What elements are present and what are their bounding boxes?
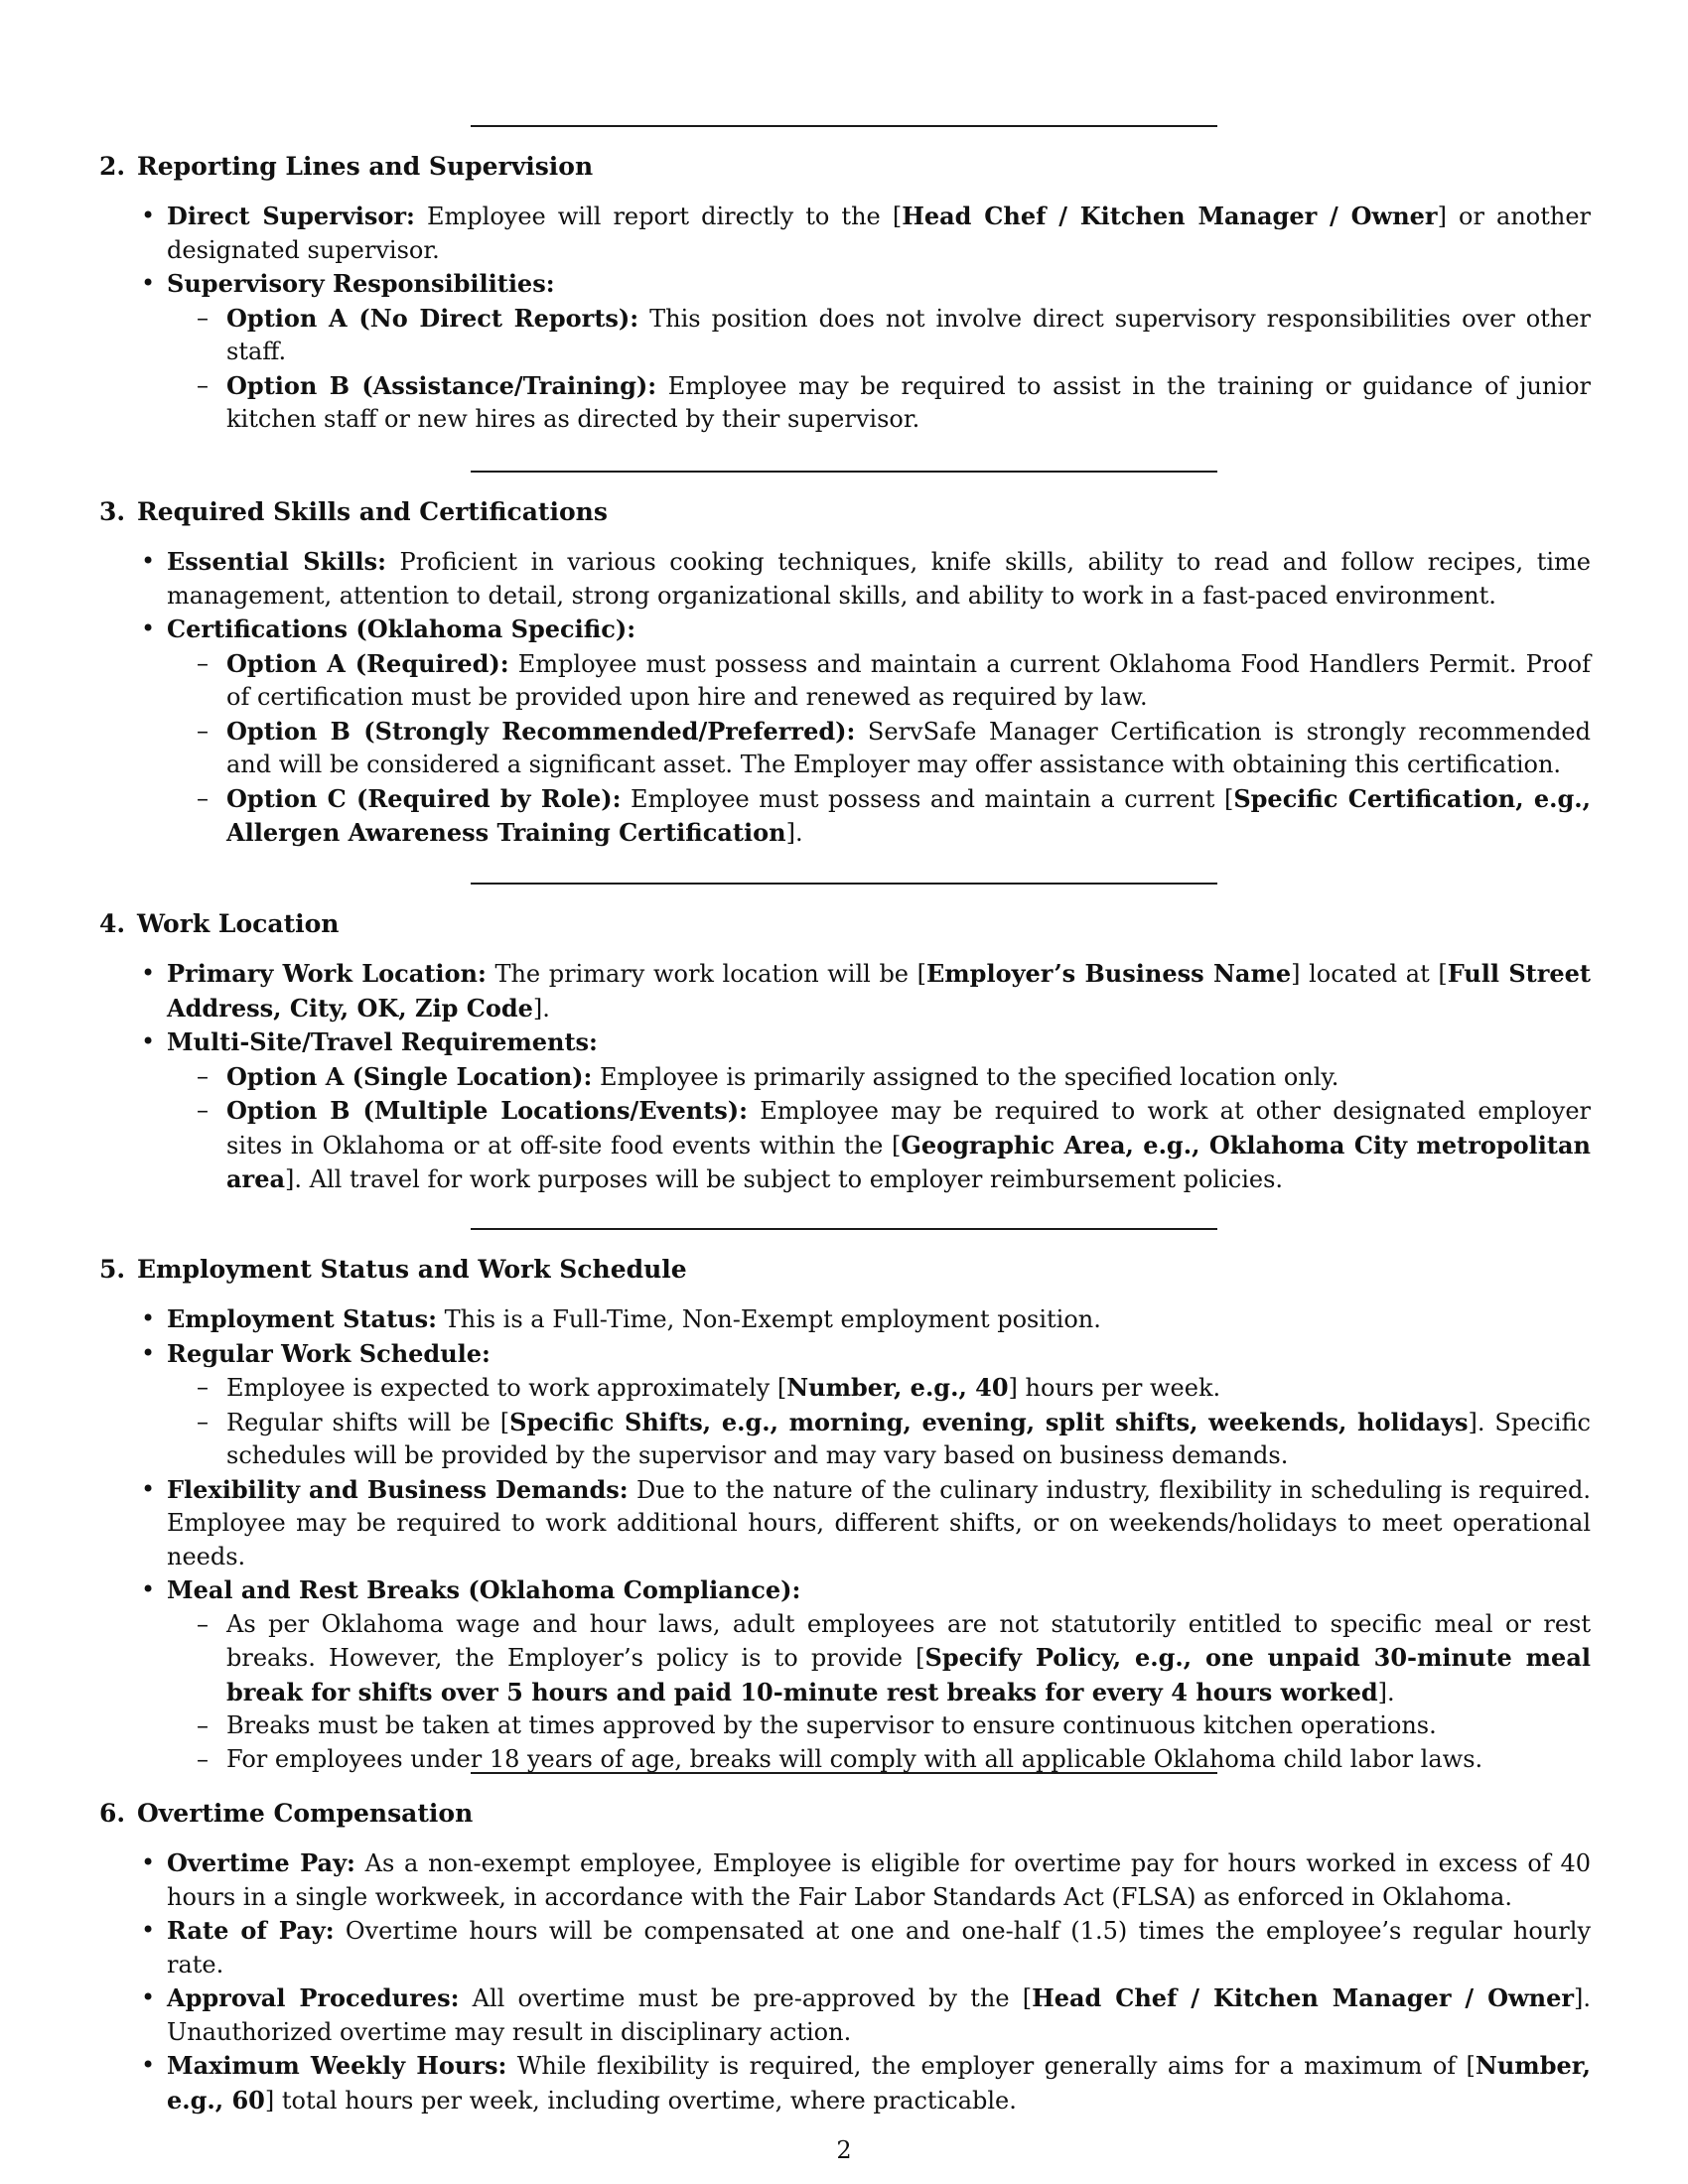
list-item (167, 267, 1591, 437)
section-list (0, 545, 1688, 851)
option-text: Employee may be required to work at other designated employer sites in Oklahoma or at off-site food events within the [ (226, 1097, 1592, 1160)
list-item (167, 1573, 1591, 1776)
sub-list-item (226, 1743, 1591, 1777)
section-number: 3. (99, 497, 126, 526)
list-item (167, 1846, 1591, 1914)
list-item (167, 1337, 1591, 1473)
item-label: Employment Status: (167, 1304, 437, 1333)
item-label: Flexibility and Business Demands: (167, 1474, 629, 1504)
item-label: Meal and Rest Breaks (Oklahoma Compliance): (167, 1575, 801, 1604)
section-list (0, 1846, 1688, 2117)
option-label: Option A (Required): (226, 648, 509, 678)
list-item (167, 2049, 1591, 2117)
list-item (167, 1025, 1591, 1197)
list-item (167, 957, 1591, 1025)
option-label: Option B (Strongly Recommended/Preferred): (226, 716, 856, 746)
sub-list (167, 302, 1591, 437)
sub-list-item (226, 715, 1591, 782)
option-label: Option A (Single Location): (226, 1061, 593, 1091)
sub-list (167, 1060, 1591, 1197)
item-label: Approval Procedures: (167, 1983, 460, 2012)
sub-list-item (226, 1371, 1591, 1406)
item-text: ] total hours per week, including overtime, where practicable. (264, 2086, 1017, 2115)
item-text: ]. Unauthorized overtime may result in disciplinary action. (167, 1984, 1592, 2046)
option-text: ]. (785, 819, 803, 847)
page-number: 2 (836, 2136, 852, 2164)
placeholder-field: Head Chef / Kitchen Manager / Owner (1032, 1983, 1575, 2012)
list-item (167, 1302, 1591, 1337)
section-title: Required Skills and Certifications (137, 497, 608, 526)
sub-list-item (226, 1709, 1591, 1743)
sub-list-item (226, 1608, 1591, 1710)
sub-list-item (226, 1094, 1591, 1197)
item-label: Supervisory Responsibilities: (167, 269, 555, 298)
item-text: Due to the nature of the culinary industry, flexibility in scheduling is required. Employee may be required to work additional hours, different shifts, or on weekends/holidays to meet operational needs. (167, 1475, 1591, 1570)
section-divider (471, 471, 1217, 473)
section-title: Reporting Lines and Supervision (137, 152, 594, 181)
option-text: Employee is expected to work approximately [ (226, 1374, 787, 1402)
item-label: Maximum Weekly Hours: (167, 2051, 507, 2080)
item-label: Certifications (Oklahoma Specific): (167, 614, 636, 643)
item-text: As a non-exempt employee, Employee is eligible for overtime pay for hours worked in excess of 40 hours in a single workweek, in accordance with the Fair Labor Standards Act (FLSA) as enforced in Oklahoma. (167, 1849, 1591, 1911)
sub-list (167, 1608, 1591, 1777)
section-heading (99, 908, 339, 940)
section-list (0, 957, 1688, 1197)
item-text: ] or another designated supervisor. (167, 203, 1591, 264)
placeholder-field: Employer’s Business Name (925, 959, 1292, 988)
sub-list-item (226, 302, 1591, 369)
item-text: Proficient in various cooking techniques, knife skills, ability to read and follow recipes, time management, attention to detail, strong organizational skills, and ability to work in a fast-paced environment. (167, 548, 1591, 610)
section-number: 4. (99, 909, 126, 938)
item-label: Overtime Pay: (167, 1848, 355, 1877)
option-text: Regular shifts will be [ (226, 1408, 510, 1436)
option-text: This position does not involve direct supervisory responsibilities over other staff. (226, 304, 1592, 365)
section-number: 5. (99, 1255, 126, 1284)
sub-list-item (226, 369, 1591, 437)
option-text: Employee is primarily assigned to the specified location only. (592, 1062, 1339, 1091)
section-list (0, 200, 1688, 437)
option-text: For employees under 18 years of age, breaks will comply with all applicable Oklahoma child labor laws. (226, 1744, 1483, 1773)
section-divider (471, 125, 1217, 127)
sub-list-item (226, 782, 1591, 851)
list-item (167, 200, 1591, 267)
placeholder-field: Specific Shifts, e.g., morning, evening, split shifts, weekends, holidays (509, 1407, 1469, 1436)
placeholder-field: Geographic Area, e.g., Oklahoma City metropolitan area (226, 1130, 1591, 1193)
section-number: 2. (99, 152, 126, 181)
placeholder-field: Number, e.g., 40 (786, 1373, 1009, 1402)
option-text: ServSafe Manager Certification is strongly recommended and will be considered a significant asset. The Employer may offer assistance with obtaining this certification. (226, 717, 1592, 778)
item-text: ] located at [ (1291, 960, 1448, 988)
placeholder-field: Number, e.g., 60 (167, 2051, 1591, 2115)
list-item (167, 1981, 1591, 2049)
option-text: As per Oklahoma wage and hour laws, adult employees are not statutorily entitled to specific meal or rest breaks. However, the Employer’s policy is to provide [ (226, 1609, 1591, 1672)
item-text: Overtime hours will be compensated at one and one-half (1.5) times the employee’s regular hourly rate. (167, 1917, 1592, 1979)
sub-list (167, 1371, 1591, 1473)
placeholder-field: Specify Policy, e.g., one unpaid 30-minute meal break for shifts over 5 hours and paid 10-minute rest breaks for every 4 hours worked (226, 1643, 1591, 1706)
option-text: ]. All travel for work purposes will be subject to employer reimbursement policies. (285, 1165, 1284, 1193)
item-label: Essential Skills: (167, 547, 386, 576)
section-list (0, 1302, 1688, 1776)
section-title: Overtime Compensation (137, 1799, 474, 1828)
option-text: Employee must possess and maintain a current Oklahoma Food Handlers Permit. Proof of certification must be provided upon hire and renewed as required by law. (226, 649, 1592, 711)
section-divider (471, 1772, 1217, 1774)
section-title: Work Location (137, 909, 340, 938)
option-label: Option C (Required by Role): (226, 783, 622, 813)
list-item (167, 1914, 1591, 1981)
section-number: 6. (99, 1799, 126, 1828)
item-label: Primary Work Location: (167, 959, 487, 988)
item-label: Direct Supervisor: (167, 202, 415, 230)
section-divider (471, 883, 1217, 885)
section-heading (99, 496, 608, 528)
sub-list-item (226, 1406, 1591, 1473)
item-text: All overtime must be pre-approved by the [ (459, 1984, 1033, 2012)
sub-list-item (226, 1060, 1591, 1095)
option-text: Employee must possess and maintain a current [ (621, 784, 1234, 813)
item-text: This is a Full-Time, Non-Exempt employment position. (436, 1305, 1101, 1333)
section-heading (99, 151, 593, 183)
placeholder-field: Head Chef / Kitchen Manager / Owner (902, 202, 1438, 230)
item-label: Rate of Pay: (167, 1916, 335, 1945)
item-text: Employee will report directly to the [ (414, 203, 903, 230)
option-label: Option A (No Direct Reports): (226, 303, 639, 333)
option-text: Employee may be required to assist in the training or guidance of junior kitchen staff or new hires as directed by their supervisor. (226, 371, 1591, 433)
item-text: ]. (532, 994, 550, 1023)
placeholder-field: Specific Certification, e.g., Allergen Awareness Training Certification (226, 783, 1592, 847)
option-text: Breaks must be taken at times approved by the supervisor to ensure continuous kitchen operations. (226, 1711, 1437, 1739)
option-label: Option B (Multiple Locations/Events): (226, 1096, 749, 1125)
section-title: Employment Status and Work Schedule (137, 1255, 687, 1284)
list-item (167, 613, 1591, 851)
item-label: Regular Work Schedule: (167, 1338, 491, 1368)
section-heading (99, 1798, 473, 1830)
item-text: The primary work location will be [ (486, 960, 926, 988)
sub-list-item (226, 647, 1591, 715)
sub-list (167, 647, 1591, 851)
list-item (167, 545, 1591, 613)
section-heading (99, 1254, 687, 1286)
list-item (167, 1473, 1591, 1574)
option-label: Option B (Assistance/Training): (226, 370, 657, 400)
option-text: ]. Specific schedules will be provided by the supervisor and may vary based on business demands. (226, 1408, 1591, 1469)
option-text: ] hours per week. (1008, 1374, 1221, 1402)
item-text: While flexibility is required, the employer generally aims for a maximum of [ (506, 2052, 1476, 2080)
section-divider (471, 1228, 1217, 1230)
option-text: ]. (1377, 1678, 1395, 1706)
placeholder-field: Full Street Address, City, OK, Zip Code (167, 959, 1592, 1023)
item-label: Multi-Site/Travel Requirements: (167, 1027, 598, 1056)
